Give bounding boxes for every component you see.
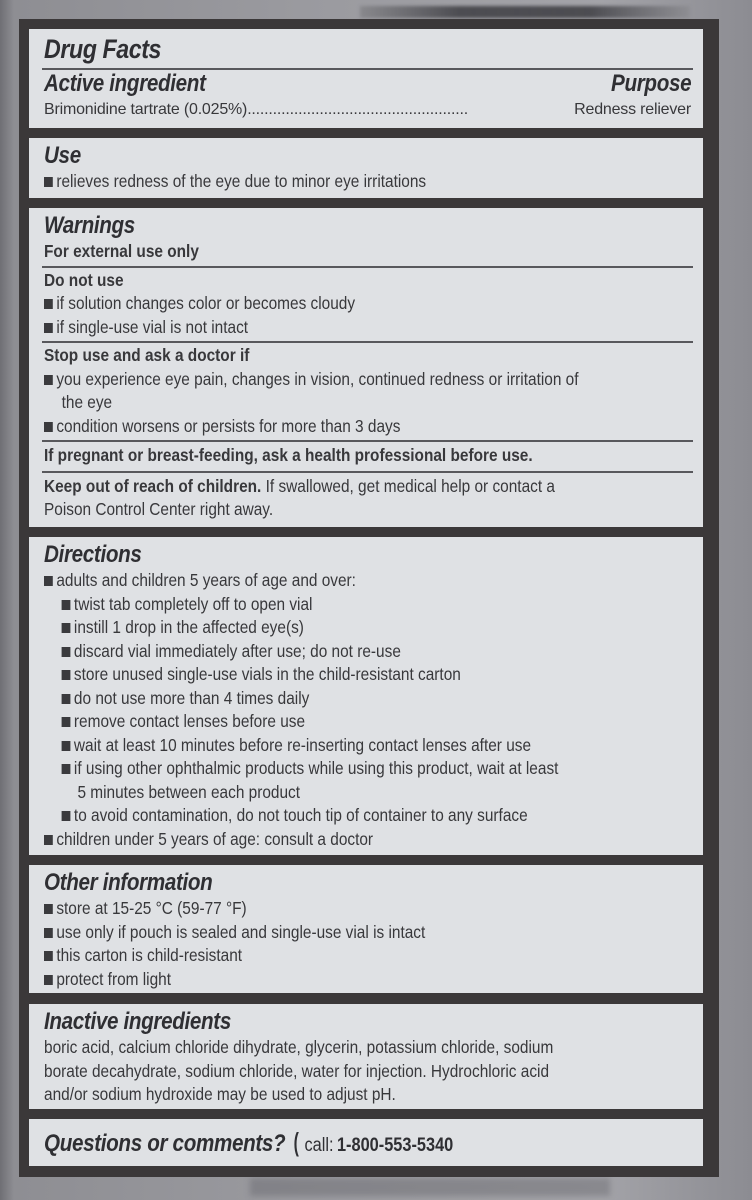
carton-smudge <box>360 6 690 18</box>
divider <box>42 440 693 442</box>
directions-heading: Directions <box>44 541 142 568</box>
other-information-item: this carton is child-resistant <box>44 944 613 968</box>
use-item: relieves redness of the eye due to minor eye irritations <box>44 170 613 194</box>
keep-out-of-reach: Keep out of reach of children. If swallowed, get medical help or contact a <box>44 475 555 496</box>
bullet-icon <box>62 741 71 751</box>
inactive-ingredients-line: boric acid, calcium chloride dihydrate, glycerin, potassium chloride, sodium <box>44 1037 554 1057</box>
carton-smudge-bottom <box>250 1178 610 1196</box>
other-information-box <box>29 865 703 993</box>
bullet-icon <box>44 177 53 187</box>
stop-use-item: you experience eye pain, changes in vision, continued redness or irritation of <box>44 368 613 392</box>
bullet-icon <box>44 975 53 985</box>
stop-use-item-continued: the eye <box>61 392 113 412</box>
directions-step: discard vial immediately after use; do not re-use <box>44 640 613 664</box>
drug-facts-header-box <box>29 29 703 128</box>
directions-step: if using other ophthalmic products while using this product, wait at least <box>44 757 613 781</box>
warnings-box <box>29 208 703 527</box>
call-label: call: <box>304 1135 334 1156</box>
directions-step: do not use more than 4 times daily <box>44 687 613 711</box>
do-not-use-item: if solution changes color or becomes cloudy <box>44 292 613 316</box>
directions-step: remove contact lenses before use <box>44 710 613 734</box>
questions-heading: Questions or comments? <box>44 1130 286 1157</box>
bullet-icon <box>62 764 71 774</box>
inactive-ingredients-line: borate decahydrate, sodium chloride, water for injection. Hydrochloric acid <box>44 1060 550 1081</box>
bullet-icon <box>44 835 53 845</box>
inactive-ingredients-box <box>29 1004 703 1109</box>
use-heading: Use <box>44 142 81 169</box>
bullet-icon <box>44 422 53 432</box>
keep-out-of-reach-continued: Poison Control Center right away. <box>44 499 274 519</box>
directions-step: wait at least 10 minutes before re-inserting contact lenses after use <box>44 734 613 758</box>
bullet-icon <box>44 299 53 309</box>
external-use-only: For external use only <box>44 241 199 261</box>
inactive-ingredients-line: and/or sodium hydroxide may be used to adjust pH. <box>44 1084 396 1104</box>
bullet-icon <box>62 811 71 821</box>
stop-use-item: condition worsens or persists for more than 3 days <box>44 415 613 439</box>
bullet-icon <box>62 717 71 727</box>
phone-icon: ( <box>293 1127 299 1157</box>
phone-number[interactable]: 1-800-553-5340 <box>336 1135 454 1156</box>
do-not-use-item: if single-use vial is not intact <box>44 316 613 340</box>
questions-row <box>44 1128 600 1160</box>
directions-step: twist tab completely off to open vial <box>44 593 613 617</box>
bullet-icon <box>44 928 53 938</box>
active-ingredient-purpose: Redness reliever <box>574 101 691 118</box>
purpose-heading: Purpose <box>610 70 691 97</box>
bullet-icon <box>62 670 71 680</box>
divider <box>42 471 693 473</box>
directions-step: to avoid contamination, do not touch tip of container to any surface <box>44 804 613 828</box>
directions-box <box>29 537 703 855</box>
do-not-use-heading: Do not use <box>44 269 124 290</box>
use-box <box>29 138 703 198</box>
other-information-item: protect from light <box>44 968 613 992</box>
leader-dots: .................................................... <box>247 101 468 118</box>
bullet-icon <box>44 375 53 385</box>
inactive-ingredients-heading: Inactive ingredients <box>44 1008 231 1035</box>
bullet-icon <box>62 623 71 633</box>
active-ingredient-heading: Active ingredient <box>44 70 206 97</box>
drug-facts-panel <box>19 19 719 1177</box>
drug-facts-title: Drug Facts <box>44 34 161 64</box>
divider <box>42 341 693 343</box>
other-information-item: use only if pouch is sealed and single-use vial is intact <box>44 921 613 945</box>
bullet-icon <box>44 951 53 961</box>
directions-step-continued: 5 minutes between each product <box>77 781 301 802</box>
bullet-icon <box>62 694 71 704</box>
divider <box>42 266 693 268</box>
bullet-icon <box>62 600 71 610</box>
active-ingredient-row <box>44 98 691 122</box>
other-information-item: store at 15-25 °C (59-77 °F) <box>44 897 613 921</box>
directions-step: instill 1 drop in the affected eye(s) <box>44 616 613 640</box>
other-information-heading: Other information <box>44 869 213 896</box>
questions-box <box>29 1119 703 1166</box>
stop-use-heading: Stop use and ask a doctor if <box>44 345 250 365</box>
bullet-icon <box>44 576 53 586</box>
active-ingredient-name: Brimonidine tartrate (0.025%) <box>44 101 248 118</box>
active-ingredient-header-row <box>44 70 691 98</box>
directions-adults: adults and children 5 years of age and over: <box>44 569 613 593</box>
bullet-icon <box>44 904 53 914</box>
directions-step: store unused single-use vials in the child-resistant carton <box>44 663 613 687</box>
pregnancy-warning: If pregnant or breast-feeding, ask a health professional before use. <box>44 445 533 465</box>
bullet-icon <box>62 647 71 657</box>
warnings-heading: Warnings <box>44 212 135 239</box>
bullet-icon <box>44 323 53 333</box>
directions-children: children under 5 years of age: consult a doctor <box>44 828 613 852</box>
